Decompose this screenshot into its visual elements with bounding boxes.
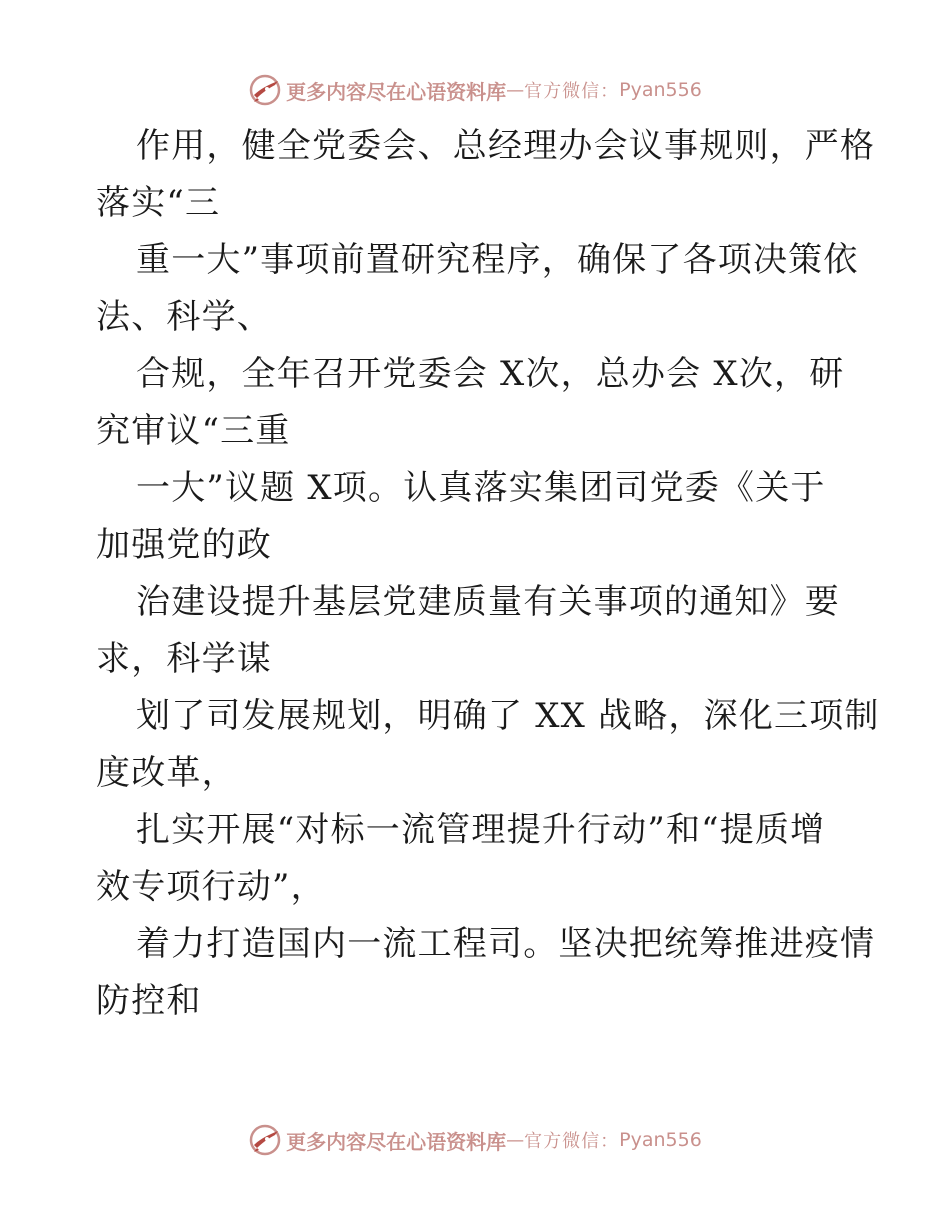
pen-nib-logo-icon bbox=[248, 1123, 282, 1157]
watermark-brand: 更多内容尽在心语资料库 bbox=[286, 1129, 507, 1154]
footer-watermark bbox=[0, 1120, 950, 1160]
watermark-wechat-id: Pyan556 bbox=[619, 79, 702, 101]
body-line: 效专项行动”， bbox=[96, 867, 326, 907]
watermark-dash: — bbox=[506, 1129, 525, 1151]
body-line: 一大”议题 X项。认真落实集团司党委《关于 bbox=[136, 468, 826, 508]
watermark-wechat-id: Pyan556 bbox=[619, 1129, 702, 1151]
watermark-wechat-label: 官方微信： bbox=[524, 81, 620, 102]
body-line: 着力打造国内一流工程司。坚决把统筹推进疫情 bbox=[136, 924, 876, 964]
body-line: 落实“三 bbox=[96, 183, 221, 223]
body-line: 重一大”事项前置研究程序，确保了各项决策依 bbox=[136, 240, 859, 280]
body-line: 求，科学谋 bbox=[96, 639, 272, 679]
watermark-dash: — bbox=[506, 79, 525, 101]
body-line: 法、科学、 bbox=[96, 297, 272, 337]
body-line: 防控和 bbox=[96, 981, 202, 1021]
header-watermark bbox=[0, 70, 950, 110]
pen-nib-logo-icon bbox=[248, 73, 282, 107]
watermark-wechat-label: 官方微信： bbox=[524, 1131, 620, 1152]
body-line: 加强党的政 bbox=[96, 525, 272, 565]
body-line: 合规，全年召开党委会 X次，总办会 X次，研 bbox=[136, 354, 845, 394]
body-line: 究审议“三重 bbox=[96, 411, 291, 451]
body-line: 扎实开展“对标一流管理提升行动”和“提质增 bbox=[136, 810, 826, 850]
body-line: 作用，健全党委会、总经理办会议事规则，严格 bbox=[136, 126, 876, 166]
body-line: 度改革， bbox=[96, 753, 237, 793]
body-line: 划了司发展规划，明确了 XX 战略，深化三项制 bbox=[136, 696, 880, 736]
body-line: 治建设提升基层党建质量有关事项的通知》要 bbox=[136, 582, 840, 622]
document-body bbox=[96, 118, 896, 1030]
watermark-brand: 更多内容尽在心语资料库 bbox=[286, 79, 507, 104]
